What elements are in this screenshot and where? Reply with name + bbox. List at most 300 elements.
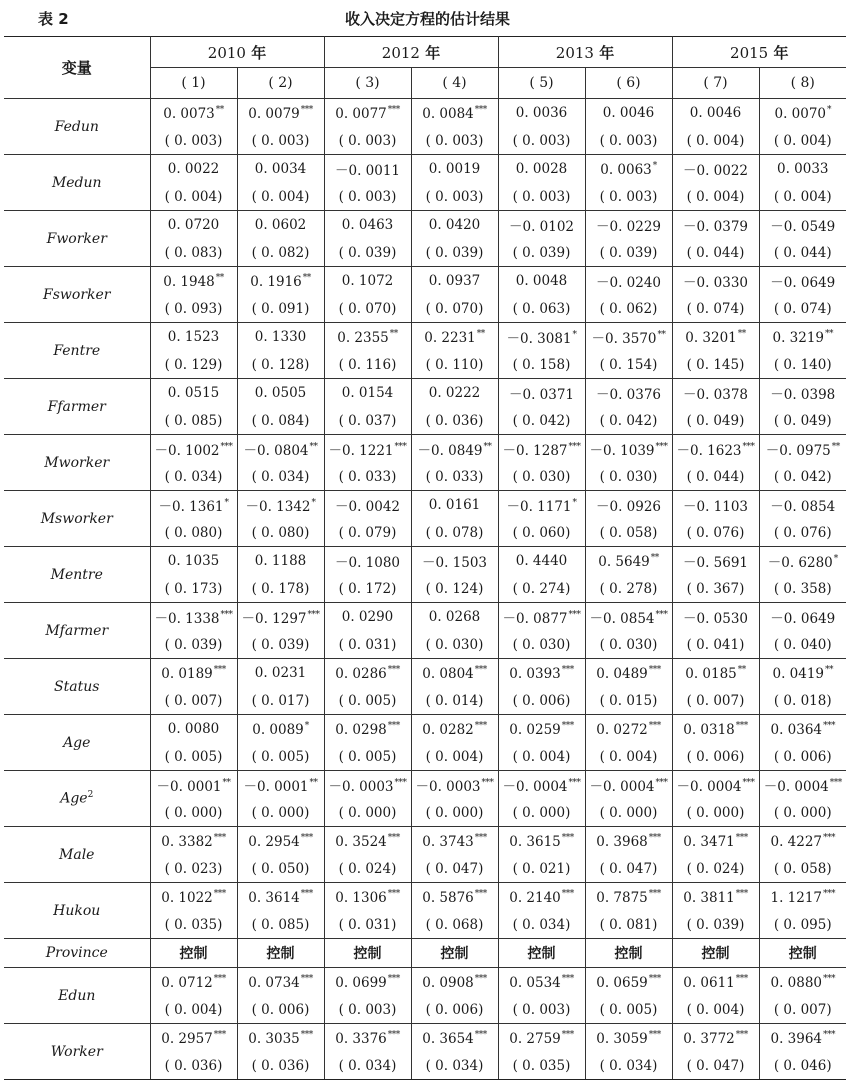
coefficient-value: 0. 0419 xyxy=(772,665,825,682)
coefficient-cell xyxy=(498,883,585,912)
coefficient-cell xyxy=(411,99,498,128)
significance-stars: *** xyxy=(300,104,313,115)
std-error-cell: ( 0. 003) xyxy=(411,183,498,211)
significance-stars: *** xyxy=(474,664,487,675)
variable-name xyxy=(4,211,150,267)
variable-name-text: Mentre xyxy=(50,566,103,583)
coefficient-value: －0. 0398 xyxy=(770,387,836,403)
coefficient-value: 0. 3201 xyxy=(685,329,737,346)
coefficient-cell xyxy=(237,323,324,352)
coefficient-cell xyxy=(237,771,324,800)
coefficient-value: 0. 0282 xyxy=(422,721,474,738)
coefficient-cell xyxy=(237,99,324,128)
significance-stars: ** xyxy=(737,664,746,675)
coefficient-cell xyxy=(237,267,324,296)
coefficient-cell xyxy=(759,827,846,856)
coefficient-value: 0. 0161 xyxy=(428,497,481,513)
coefficient-value: －0. 0001 xyxy=(243,779,309,795)
variable-name xyxy=(4,323,150,379)
table-row-coefficients xyxy=(4,715,846,744)
std-error-cell: ( 0. 036) xyxy=(237,1052,324,1080)
std-error-cell: ( 0. 035) xyxy=(498,1052,585,1080)
coefficient-cell xyxy=(150,659,237,688)
std-error-cell: ( 0. 039) xyxy=(411,239,498,267)
coefficient-cell xyxy=(237,968,324,997)
coefficient-value: 0. 0019 xyxy=(428,161,481,177)
std-error-cell: ( 0. 080) xyxy=(237,519,324,547)
coefficient-cell xyxy=(150,155,237,184)
variable-name xyxy=(4,939,150,968)
coefficient-cell xyxy=(672,155,759,184)
table-row-coefficients xyxy=(4,155,846,184)
significance-stars: *** xyxy=(213,1029,226,1040)
year-header-2012: 2012 年 xyxy=(324,37,498,68)
std-error-cell: ( 0. 004) xyxy=(759,127,846,155)
coefficient-cell xyxy=(324,883,411,912)
coefficient-value: 0. 0489 xyxy=(596,665,648,682)
coefficient-value: 0. 0463 xyxy=(341,217,394,233)
std-error-cell: ( 0. 039) xyxy=(150,631,237,659)
coefficient-value: －0. 1002 xyxy=(154,443,220,459)
coefficient-value: 0. 0073 xyxy=(163,105,215,122)
coefficient-cell xyxy=(759,323,846,352)
coefficient-cell xyxy=(759,968,846,997)
coefficient-value: 0. 0028 xyxy=(515,161,568,177)
coefficient-value: －0. 1039 xyxy=(589,443,655,459)
significance-stars: * xyxy=(304,720,309,731)
control-cell: 控制 xyxy=(759,939,846,968)
coefficient-cell xyxy=(150,267,237,296)
significance-stars: *** xyxy=(387,720,400,731)
std-error-cell: ( 0. 081) xyxy=(585,911,672,939)
variable-name xyxy=(4,155,150,211)
significance-stars: *** xyxy=(568,778,581,788)
std-error-cell: ( 0. 037) xyxy=(324,407,411,435)
significance-stars: *** xyxy=(829,778,842,788)
column-number: ( 4) xyxy=(411,68,498,99)
significance-stars: ** xyxy=(215,104,224,115)
coefficient-cell xyxy=(759,659,846,688)
coefficient-value: 0. 3035 xyxy=(248,1030,300,1047)
std-error-cell: ( 0. 006) xyxy=(672,743,759,771)
table-row-coefficients xyxy=(4,379,846,408)
coefficient-value: －0. 0004 xyxy=(502,779,568,795)
coefficient-value: 0. 3471 xyxy=(683,833,735,850)
std-error-cell: ( 0. 274) xyxy=(498,575,585,603)
significance-stars: * xyxy=(224,498,229,508)
significance-stars: * xyxy=(572,498,577,508)
std-error-cell: ( 0. 004) xyxy=(150,183,237,211)
coefficient-cell xyxy=(672,267,759,296)
significance-stars: *** xyxy=(474,888,487,899)
coefficient-cell xyxy=(498,547,585,576)
std-error-cell: ( 0. 003) xyxy=(585,183,672,211)
coefficient-value: －0. 0042 xyxy=(334,499,401,515)
significance-stars: *** xyxy=(742,442,755,452)
year-header-2010: 2010 年 xyxy=(150,37,324,68)
coefficient-cell xyxy=(324,603,411,632)
std-error-cell: ( 0. 091) xyxy=(237,295,324,323)
coefficient-cell xyxy=(585,379,672,408)
std-error-cell: ( 0. 084) xyxy=(237,407,324,435)
coefficient-value: －0. 0804 xyxy=(243,443,309,459)
table-row-coefficients xyxy=(4,99,846,128)
std-error-cell: ( 0. 030) xyxy=(585,631,672,659)
coefficient-cell xyxy=(411,603,498,632)
std-error-cell: ( 0. 003) xyxy=(498,996,585,1024)
coefficient-value: －0. 0378 xyxy=(682,387,749,403)
coefficient-cell xyxy=(759,771,846,800)
std-error-cell: ( 0. 036) xyxy=(411,407,498,435)
coefficient-cell xyxy=(237,379,324,408)
coefficient-value: 0. 0393 xyxy=(509,665,561,682)
significance-stars: *** xyxy=(648,832,661,843)
significance-stars: *** xyxy=(213,973,226,984)
significance-stars: *** xyxy=(561,1029,574,1040)
significance-stars: *** xyxy=(561,973,574,984)
variable-name-text: Age xyxy=(63,734,91,751)
coefficient-cell xyxy=(237,659,324,688)
std-error-cell: ( 0. 039) xyxy=(672,911,759,939)
coefficient-value: 0. 0070 xyxy=(774,105,827,122)
coefficient-cell xyxy=(672,323,759,352)
coefficient-cell xyxy=(324,547,411,576)
coefficient-value: 0. 3524 xyxy=(335,833,387,850)
coefficient-value: 0. 0077 xyxy=(335,105,387,122)
coefficient-value: 0. 0272 xyxy=(596,721,648,738)
coefficient-cell xyxy=(759,379,846,408)
coefficient-cell xyxy=(498,99,585,128)
coefficient-value: －0. 0649 xyxy=(770,611,836,627)
coefficient-value: 0. 1072 xyxy=(341,273,394,289)
significance-stars: *** xyxy=(648,1029,661,1040)
control-cell: 控制 xyxy=(150,939,237,968)
variable-name-text: Msworker xyxy=(40,510,113,527)
column-number: ( 1) xyxy=(150,68,237,99)
significance-stars: *** xyxy=(823,832,836,843)
std-error-cell: ( 0. 006) xyxy=(237,996,324,1024)
coefficient-cell xyxy=(411,211,498,240)
std-error-cell: ( 0. 062) xyxy=(585,295,672,323)
significance-stars: *** xyxy=(387,664,400,675)
coefficient-value: 0. 3614 xyxy=(248,889,300,906)
std-error-cell: ( 0. 005) xyxy=(324,743,411,771)
significance-stars: *** xyxy=(474,832,487,843)
coefficient-value: 0. 3382 xyxy=(161,833,213,850)
coefficient-value: 0. 0515 xyxy=(167,385,220,401)
coefficient-value: －0. 0004 xyxy=(589,779,655,795)
significance-stars: ** xyxy=(222,778,231,788)
std-error-cell: ( 0. 367) xyxy=(672,575,759,603)
coefficient-cell xyxy=(585,883,672,912)
std-error-cell: ( 0. 007) xyxy=(759,996,846,1024)
coefficient-value: －0. 0240 xyxy=(595,275,662,291)
coefficient-value: 0. 1916 xyxy=(250,273,302,290)
std-error-cell: ( 0. 058) xyxy=(759,855,846,883)
std-error-cell: ( 0. 358) xyxy=(759,575,846,603)
std-error-cell: ( 0. 004) xyxy=(585,743,672,771)
coefficient-cell xyxy=(411,547,498,576)
coefficient-value: －0. 0530 xyxy=(682,611,749,627)
coefficient-value: 0. 1022 xyxy=(161,889,213,906)
significance-stars: ** xyxy=(650,552,659,563)
coefficient-value: 0. 0611 xyxy=(683,974,735,991)
coefficient-value: －0. 0649 xyxy=(770,275,836,291)
std-error-cell: ( 0. 034) xyxy=(324,1052,411,1080)
coefficient-cell xyxy=(150,491,237,520)
coefficient-cell xyxy=(324,267,411,296)
coefficient-cell xyxy=(237,883,324,912)
coefficient-cell xyxy=(585,603,672,632)
coefficient-cell xyxy=(237,603,324,632)
coefficient-cell xyxy=(759,155,846,184)
coefficient-cell xyxy=(759,883,846,912)
variable-name-text: Fedun xyxy=(54,118,99,135)
control-cell: 控制 xyxy=(672,939,759,968)
significance-stars: *** xyxy=(300,973,313,984)
std-error-cell: ( 0. 005) xyxy=(237,743,324,771)
coefficient-value: 0. 3615 xyxy=(509,833,561,850)
std-error-cell: ( 0. 015) xyxy=(585,687,672,715)
std-error-cell: ( 0. 083) xyxy=(150,239,237,267)
coefficient-cell xyxy=(585,771,672,800)
coefficient-cell xyxy=(411,771,498,800)
std-error-cell: ( 0. 031) xyxy=(324,631,411,659)
coefficient-cell xyxy=(498,603,585,632)
coefficient-value: －0. 1623 xyxy=(676,443,742,459)
coefficient-value: －0. 1080 xyxy=(334,555,401,571)
coefficient-value: 0. 5876 xyxy=(422,889,474,906)
std-error-cell: ( 0. 070) xyxy=(324,295,411,323)
std-error-cell: ( 0. 003) xyxy=(324,183,411,211)
table-row-coefficients xyxy=(4,1024,846,1053)
std-error-cell: ( 0. 004) xyxy=(672,996,759,1024)
variable-name xyxy=(4,99,150,155)
coefficient-cell xyxy=(672,603,759,632)
coefficient-value: 1. 1217 xyxy=(770,889,823,906)
std-error-cell: ( 0. 004) xyxy=(672,127,759,155)
coefficient-value: 0. 3059 xyxy=(596,1030,648,1047)
coefficient-value: －0. 3570 xyxy=(591,331,657,347)
coefficient-value: －0. 1503 xyxy=(421,555,488,571)
std-error-cell: ( 0. 110) xyxy=(411,351,498,379)
significance-stars: *** xyxy=(655,778,668,788)
significance-stars: *** xyxy=(394,442,407,452)
table-row-coefficients xyxy=(4,968,846,997)
coefficient-value: 0. 3772 xyxy=(683,1030,735,1047)
coefficient-value: －0. 0371 xyxy=(508,387,575,403)
coefficient-cell xyxy=(411,267,498,296)
coefficient-value: 0. 3743 xyxy=(422,833,474,850)
significance-stars: *** xyxy=(648,888,661,899)
significance-stars: *** xyxy=(220,442,233,452)
significance-stars: * xyxy=(827,104,832,115)
coefficient-value: 0. 1330 xyxy=(254,329,307,345)
coefficient-cell xyxy=(324,771,411,800)
significance-stars: ** xyxy=(825,328,834,339)
table-caption xyxy=(0,6,855,30)
year-header-2013: 2013 年 xyxy=(498,37,672,68)
coefficient-cell xyxy=(324,715,411,744)
coefficient-value: 0. 2759 xyxy=(509,1030,561,1047)
coefficient-value: 0. 0880 xyxy=(770,974,823,991)
std-error-cell: ( 0. 003) xyxy=(585,127,672,155)
coefficient-value: －0. 1297 xyxy=(241,611,307,627)
coefficient-value: 0. 2954 xyxy=(248,833,300,850)
variable-name-text: Hukou xyxy=(53,902,101,919)
significance-stars: *** xyxy=(474,973,487,984)
coefficient-value: －0. 1103 xyxy=(682,499,749,515)
coefficient-cell xyxy=(150,547,237,576)
coefficient-cell xyxy=(585,547,672,576)
std-error-cell: ( 0. 042) xyxy=(498,407,585,435)
coefficient-cell xyxy=(759,547,846,576)
coefficient-value: －0. 0229 xyxy=(595,219,662,235)
std-error-cell: ( 0. 049) xyxy=(672,407,759,435)
significance-stars: *** xyxy=(568,442,581,452)
significance-stars: *** xyxy=(735,720,748,731)
variable-name-text: Fworker xyxy=(46,230,107,247)
coefficient-cell xyxy=(411,883,498,912)
std-error-cell: ( 0. 030) xyxy=(585,463,672,491)
std-error-cell: ( 0. 047) xyxy=(585,855,672,883)
std-error-cell: ( 0. 005) xyxy=(150,743,237,771)
coefficient-cell xyxy=(150,99,237,128)
coefficient-cell xyxy=(498,491,585,520)
std-error-cell: ( 0. 080) xyxy=(150,519,237,547)
coefficient-value: 0. 0659 xyxy=(596,974,648,991)
coefficient-value: 0. 3376 xyxy=(335,1030,387,1047)
coefficient-cell xyxy=(672,99,759,128)
significance-stars: *** xyxy=(823,888,836,899)
coefficient-cell xyxy=(150,435,237,464)
significance-stars: *** xyxy=(561,888,574,899)
std-error-cell: ( 0. 058) xyxy=(585,519,672,547)
coefficient-cell xyxy=(672,211,759,240)
coefficient-cell xyxy=(237,155,324,184)
std-error-cell: ( 0. 042) xyxy=(585,407,672,435)
std-error-cell: ( 0. 034) xyxy=(237,463,324,491)
variable-name xyxy=(4,267,150,323)
coefficient-cell xyxy=(237,547,324,576)
column-number: ( 3) xyxy=(324,68,411,99)
coefficient-cell xyxy=(237,715,324,744)
std-error-cell: ( 0. 044) xyxy=(672,463,759,491)
significance-stars: ** xyxy=(657,330,666,340)
significance-stars: *** xyxy=(474,720,487,731)
coefficient-cell xyxy=(585,99,672,128)
significance-stars: *** xyxy=(735,888,748,899)
variable-name xyxy=(4,1024,150,1080)
std-error-cell: ( 0. 004) xyxy=(411,743,498,771)
coefficient-value: 0. 4227 xyxy=(770,833,823,850)
coefficient-cell xyxy=(498,715,585,744)
significance-stars: *** xyxy=(300,888,313,899)
std-error-cell: ( 0. 140) xyxy=(759,351,846,379)
coefficient-value: 0. 1188 xyxy=(254,553,307,569)
coefficient-cell xyxy=(585,155,672,184)
coefficient-value: 0. 0080 xyxy=(167,721,220,737)
coefficient-value: －0. 0330 xyxy=(682,275,749,291)
coefficient-value: 0. 0063 xyxy=(600,161,652,178)
coefficient-cell xyxy=(411,155,498,184)
std-error-cell: ( 0. 079) xyxy=(324,519,411,547)
std-error-cell: ( 0. 049) xyxy=(759,407,846,435)
year-header-2015: 2015 年 xyxy=(672,37,846,68)
significance-stars: *** xyxy=(561,832,574,843)
std-error-cell: ( 0. 039) xyxy=(237,631,324,659)
coefficient-cell xyxy=(585,827,672,856)
coefficient-cell xyxy=(324,379,411,408)
std-error-cell: ( 0. 004) xyxy=(150,996,237,1024)
std-error-cell: ( 0. 047) xyxy=(411,855,498,883)
std-error-cell: ( 0. 003) xyxy=(150,127,237,155)
coefficient-value: 0. 0720 xyxy=(167,217,220,233)
coefficient-value: 0. 0712 xyxy=(161,974,213,991)
std-error-cell: ( 0. 063) xyxy=(498,295,585,323)
significance-stars: *** xyxy=(213,664,226,675)
coefficient-value: 0. 7875 xyxy=(596,889,648,906)
std-error-cell: ( 0. 178) xyxy=(237,575,324,603)
significance-stars: *** xyxy=(648,973,661,984)
coefficient-value: 0. 0089 xyxy=(252,721,304,738)
significance-stars: *** xyxy=(735,832,748,843)
coefficient-value: －0. 1342 xyxy=(245,499,311,515)
coefficient-cell xyxy=(759,267,846,296)
std-error-cell: ( 0. 006) xyxy=(759,743,846,771)
coefficient-cell xyxy=(585,211,672,240)
coefficient-value: 0. 0602 xyxy=(254,217,307,233)
std-error-cell: ( 0. 007) xyxy=(150,687,237,715)
std-error-cell: ( 0. 172) xyxy=(324,575,411,603)
std-error-cell: ( 0. 034) xyxy=(585,1052,672,1080)
significance-stars: *** xyxy=(213,832,226,843)
variable-name-text: Fentre xyxy=(53,342,101,359)
table-label: 表 2 xyxy=(38,10,69,28)
column-number: ( 6) xyxy=(585,68,672,99)
variable-name-text: Age xyxy=(60,790,88,807)
coefficient-cell xyxy=(672,968,759,997)
coefficient-cell xyxy=(672,771,759,800)
std-error-cell: ( 0. 033) xyxy=(411,463,498,491)
coefficient-value: 0. 0420 xyxy=(428,217,481,233)
coefficient-cell xyxy=(324,155,411,184)
control-cell: 控制 xyxy=(498,939,585,968)
std-error-cell: ( 0. 044) xyxy=(672,239,759,267)
coefficient-cell xyxy=(324,491,411,520)
significance-stars: *** xyxy=(387,832,400,843)
coefficient-value: 0. 0046 xyxy=(689,105,742,121)
table-row-coefficients xyxy=(4,771,846,800)
significance-stars: *** xyxy=(387,1029,400,1040)
coefficient-value: －0. 0379 xyxy=(682,219,749,235)
std-error-cell: ( 0. 000) xyxy=(759,799,846,827)
std-error-cell: ( 0. 129) xyxy=(150,351,237,379)
coefficient-cell xyxy=(498,155,585,184)
table-row-coefficients xyxy=(4,659,846,688)
coefficient-value: －0. 0854 xyxy=(589,611,655,627)
std-error-cell: ( 0. 004) xyxy=(498,743,585,771)
coefficient-value: －0. 0376 xyxy=(595,387,662,403)
table-row-control xyxy=(4,939,846,968)
variable-name-text: Worker xyxy=(50,1043,103,1060)
coefficient-value: －0. 0549 xyxy=(770,219,836,235)
variable-name-text: Status xyxy=(54,678,100,695)
table-row-coefficients xyxy=(4,323,846,352)
coefficient-value: 0. 3654 xyxy=(422,1030,474,1047)
coefficient-cell xyxy=(237,1024,324,1053)
coefficient-cell xyxy=(498,659,585,688)
